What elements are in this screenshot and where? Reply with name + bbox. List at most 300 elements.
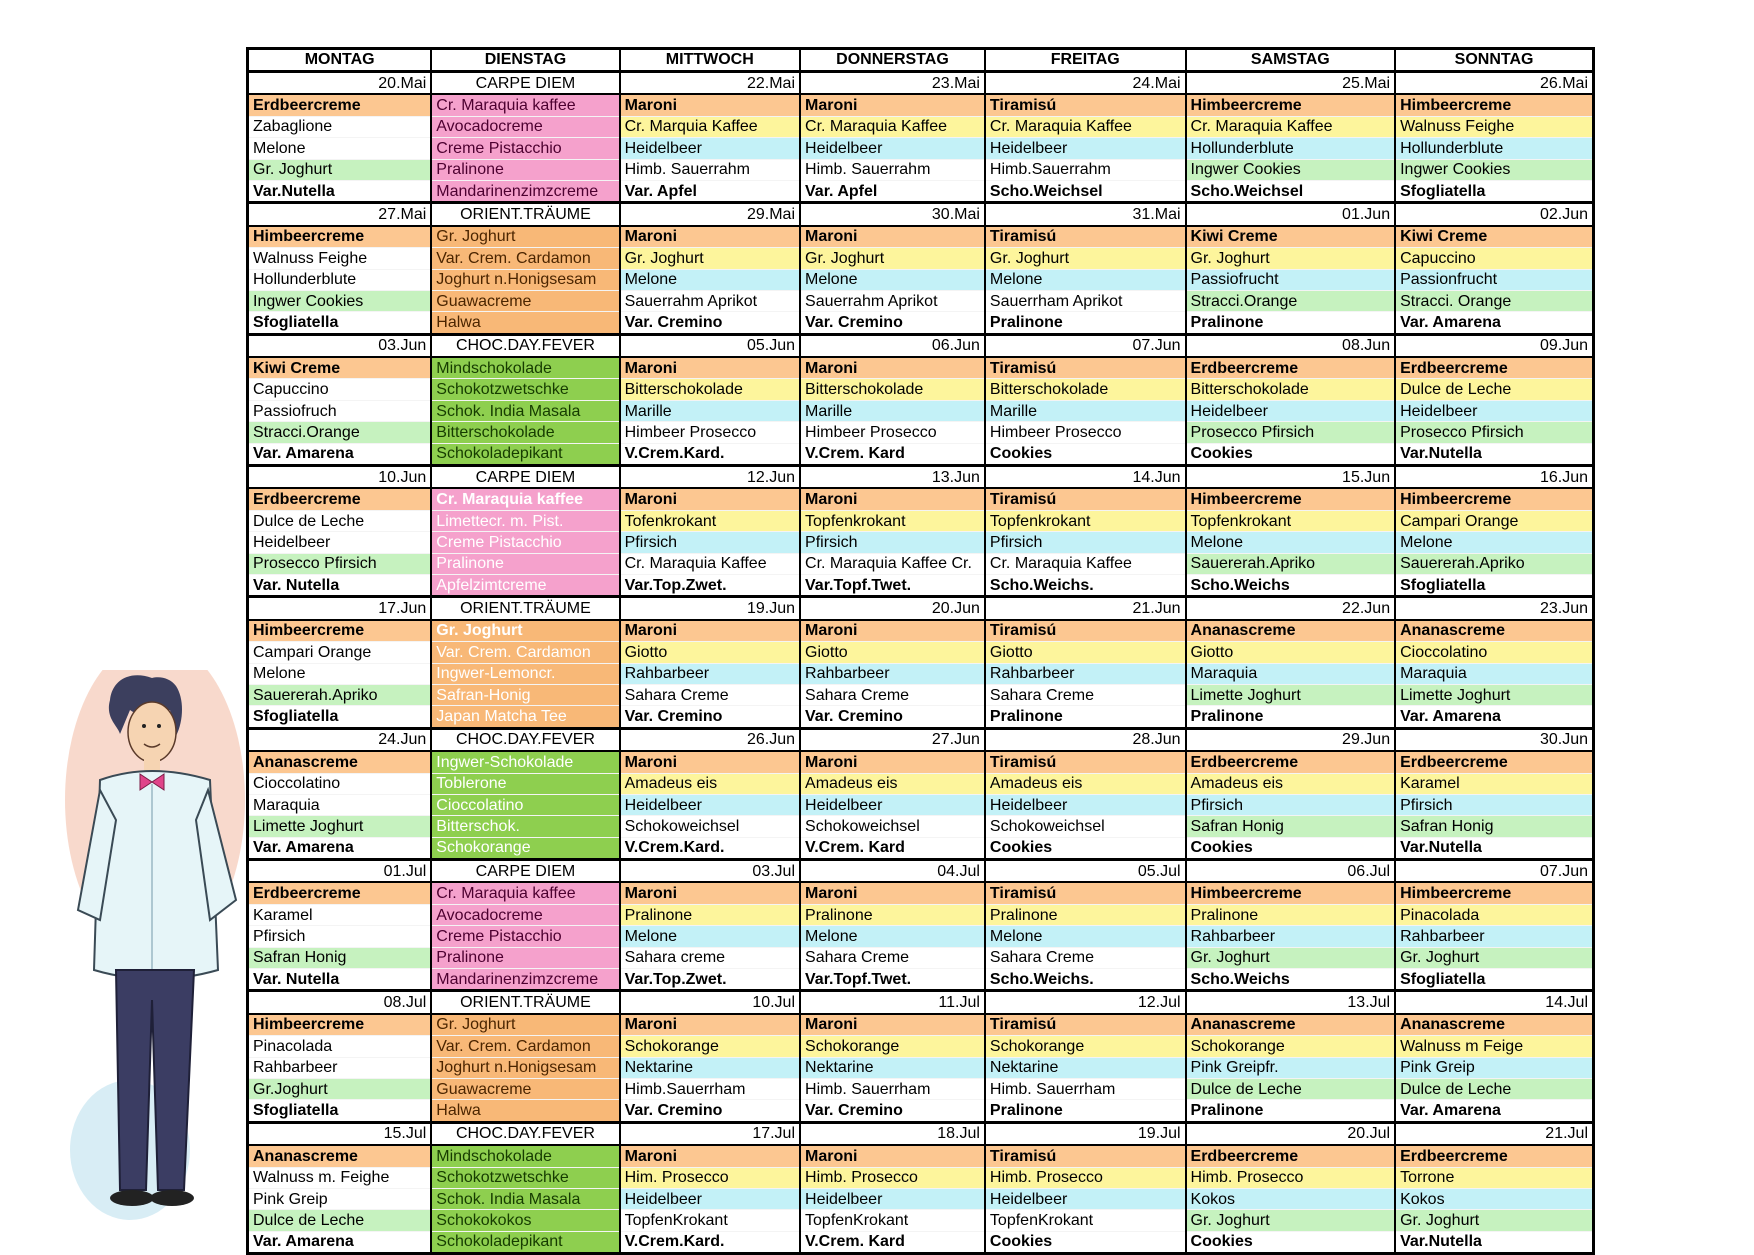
flavor-cell: Gr.Joghurt <box>248 1078 432 1099</box>
flavor-cell: Tiramisú <box>985 226 1186 248</box>
flavor-cell: Tiramisú <box>985 882 1186 904</box>
flavor-cell: Schokokokos <box>431 1210 619 1231</box>
date-label: 03.Jun <box>248 334 432 357</box>
flavor-cell: Dulce de Leche <box>248 510 432 531</box>
flavor-cell: Passionfrucht <box>1395 269 1593 290</box>
flavor-row <box>248 1036 1594 1057</box>
weekday-header: FREITAG <box>985 49 1186 72</box>
flavor-cell: Schokorange <box>1186 1036 1396 1057</box>
flavor-cell: Erdbeercreme <box>1186 1145 1396 1167</box>
flavor-cell: Pfirsich <box>620 532 800 553</box>
flavor-cell: Joghurt n.Honigsesam <box>431 269 619 290</box>
flavor-cell: Sahara Creme <box>800 947 985 968</box>
date-label: 10.Jun <box>248 466 432 489</box>
flavor-cell: Sfogliatella <box>248 312 432 334</box>
flavor-row <box>248 904 1594 925</box>
flavor-cell: Pralinone <box>985 904 1186 925</box>
flavor-cell: Pralinone <box>431 553 619 574</box>
flavor-cell: Apfelzimtcreme <box>431 574 619 596</box>
flavor-cell: Maroni <box>620 1145 800 1167</box>
flavor-cell: Melone <box>248 138 432 159</box>
flavor-cell: Var. Cremino <box>620 706 800 728</box>
flavor-cell: Schokoweichsel <box>620 816 800 837</box>
flavor-cell: Cr. Maraquia kaffee <box>431 882 619 904</box>
flavor-row <box>248 1078 1594 1099</box>
flavor-cell: Cioccolatino <box>248 773 432 794</box>
date-label: 24.Mai <box>985 72 1186 95</box>
flavor-row <box>248 706 1594 728</box>
flavor-row <box>248 1100 1594 1122</box>
flavor-cell: Stracci.Orange <box>248 422 432 443</box>
date-label: 29.Jun <box>1186 728 1396 751</box>
date-label: 27.Jun <box>800 728 985 751</box>
flavor-cell: Erdbeercreme <box>1395 357 1593 379</box>
flavor-cell: Tiramisú <box>985 1014 1186 1036</box>
date-label: 13.Jul <box>1186 991 1396 1014</box>
flavor-cell: Maroni <box>800 882 985 904</box>
flavor-row <box>248 553 1594 574</box>
flavor-cell: Maroni <box>800 620 985 642</box>
flavor-cell: Schokorange <box>620 1036 800 1057</box>
flavor-cell: Amadeus eis <box>1186 773 1396 794</box>
flavor-cell: Himb. Sauerrahm <box>620 159 800 180</box>
flavor-cell: Sfogliatella <box>248 706 432 728</box>
flavor-cell: Heidelbeer <box>248 532 432 553</box>
flavor-row <box>248 269 1594 290</box>
flavor-cell: Topfenkrokant <box>985 510 1186 531</box>
flavor-cell: Maroni <box>800 1014 985 1036</box>
flavor-cell: Var.Nutella <box>1395 1231 1593 1253</box>
flavor-cell: Maroni <box>800 751 985 773</box>
flavor-cell: Var. Cremino <box>620 1100 800 1122</box>
flavor-cell: Heidelbeer <box>620 794 800 815</box>
flavor-cell: Cookies <box>985 443 1186 465</box>
waiter-illustration <box>60 670 250 1240</box>
flavor-cell: Mandarinenzimzcreme <box>431 180 619 202</box>
date-row <box>248 203 1594 226</box>
flavor-cell: Stracci. Orange <box>1395 290 1593 311</box>
flavor-cell: Gr. Joghurt <box>1186 947 1396 968</box>
flavor-row <box>248 443 1594 465</box>
flavor-cell: Kiwi Creme <box>1186 226 1396 248</box>
flavor-cell: Scho.Weichs. <box>985 969 1186 991</box>
flavor-row <box>248 180 1594 202</box>
flavor-cell: Himb. Prosecco <box>1186 1167 1396 1188</box>
date-label: 24.Jun <box>248 728 432 751</box>
flavor-cell: Sauerrahm Aprikot <box>800 290 985 311</box>
flavor-cell: Gr. Joghurt <box>431 620 619 642</box>
flavor-cell: TopfenKrokant <box>985 1210 1186 1231</box>
flavor-row <box>248 1231 1594 1253</box>
flavor-cell: Schokotzwetschke <box>431 379 619 400</box>
flavor-cell: Var. Cremino <box>800 1100 985 1122</box>
flavor-cell: Pfirsich <box>1395 794 1593 815</box>
flavor-cell: Erdbeercreme <box>248 882 432 904</box>
flavor-cell: Himbeercreme <box>1186 882 1396 904</box>
flavor-cell: Bitterschokolade <box>620 379 800 400</box>
flavor-cell: Limettecr. m. Pist. <box>431 510 619 531</box>
flavor-cell: Walnuss Feighe <box>1395 116 1593 137</box>
flavor-cell: Capuccino <box>248 379 432 400</box>
date-label: 16.Jun <box>1395 466 1593 489</box>
flavor-cell: Sauerrahm Aprikot <box>620 290 800 311</box>
flavor-row <box>248 816 1594 837</box>
flavor-cell: Gr. Joghurt <box>620 248 800 269</box>
flavor-row <box>248 1188 1594 1209</box>
weekday-header: DONNERSTAG <box>800 49 985 72</box>
flavor-cell: Rahbarbeer <box>1395 926 1593 947</box>
flavor-cell: Sahara Creme <box>800 684 985 705</box>
flavor-cell: Himbeer Prosecco <box>985 422 1186 443</box>
date-label: 23.Jun <box>1395 597 1593 620</box>
flavor-cell: Maroni <box>800 94 985 116</box>
schedule-body <box>248 72 1594 1254</box>
flavor-cell: Maroni <box>620 1014 800 1036</box>
flavor-row <box>248 532 1594 553</box>
flavor-cell: Sahara Creme <box>620 684 800 705</box>
flavor-cell: Rahbarbeer <box>985 663 1186 684</box>
flavor-row <box>248 751 1594 773</box>
flavor-row <box>248 969 1594 991</box>
flavor-row <box>248 159 1594 180</box>
flavor-cell: Pink Greipfr. <box>1186 1057 1396 1078</box>
date-label: 04.Jul <box>800 860 985 883</box>
flavor-cell: Erdbeercreme <box>248 488 432 510</box>
flavor-cell: V.Crem.Kard. <box>620 443 800 465</box>
flavor-cell: Var.Nutella <box>1395 443 1593 465</box>
date-label: 20.Mai <box>248 72 432 95</box>
flavor-row <box>248 574 1594 596</box>
date-row <box>248 991 1594 1014</box>
flavor-row <box>248 226 1594 248</box>
flavor-cell: Cr. Maraquia kaffee <box>431 94 619 116</box>
date-label: 12.Jul <box>985 991 1186 1014</box>
flavor-cell: Heidelbeer <box>985 1188 1186 1209</box>
flavor-row <box>248 1167 1594 1188</box>
flavor-cell: Melone <box>985 926 1186 947</box>
date-label: 23.Mai <box>800 72 985 95</box>
flavor-cell: Scho.Weichsel <box>1186 180 1396 202</box>
flavor-cell: Limette Joghurt <box>1186 684 1396 705</box>
date-label: 17.Jun <box>248 597 432 620</box>
flavor-cell: Pralinone <box>985 706 1186 728</box>
flavor-row <box>248 1014 1594 1036</box>
flavor-cell: Melone <box>620 926 800 947</box>
flavor-cell: Schokoweichsel <box>985 816 1186 837</box>
flavor-cell: Himbeercreme <box>1186 94 1396 116</box>
date-label: 14.Jun <box>985 466 1186 489</box>
flavor-cell: Schokoladepikant <box>431 1231 619 1253</box>
flavor-cell: Limette Joghurt <box>248 816 432 837</box>
flavor-cell: Dulce de Leche <box>248 1210 432 1231</box>
flavor-row <box>248 620 1594 642</box>
flavor-cell: Sfogliatella <box>1395 180 1593 202</box>
flavor-cell: Var.Topf.Twet. <box>800 574 985 596</box>
flavor-cell: Halwa <box>431 1100 619 1122</box>
flavor-cell: Himb. Sauerrham <box>800 1078 985 1099</box>
date-row <box>248 72 1594 95</box>
weekday-header: SAMSTAG <box>1186 49 1396 72</box>
flavor-row <box>248 290 1594 311</box>
flavor-cell: Ananascreme <box>248 1145 432 1167</box>
flavor-cell: Scho.Weichs <box>1186 574 1396 596</box>
flavor-cell: Schok. India Masala <box>431 1188 619 1209</box>
flavor-cell: Sahara Creme <box>985 684 1186 705</box>
flavor-cell: Var. Amarena <box>1395 1100 1593 1122</box>
flavor-cell: Himbeercreme <box>1395 488 1593 510</box>
flavor-cell: Maroni <box>620 620 800 642</box>
flavor-cell: Ingwer Cookies <box>1186 159 1396 180</box>
flavor-cell: Himb. Sauerrham <box>985 1078 1186 1099</box>
flavor-cell: Var.Top.Zwet. <box>620 574 800 596</box>
flavor-cell: Schokorange <box>985 1036 1186 1057</box>
flavor-cell: Maroni <box>620 488 800 510</box>
flavor-cell: Gr. Joghurt <box>1395 947 1593 968</box>
flavor-cell: Walnuss m. Feighe <box>248 1167 432 1188</box>
flavor-cell: Hollunderblute <box>248 269 432 290</box>
flavor-cell: Sauererah.Apriko <box>248 684 432 705</box>
flavor-cell: Cookies <box>1186 1231 1396 1253</box>
flavor-cell: Heidelbeer <box>800 1188 985 1209</box>
flavor-cell: Halwa <box>431 312 619 334</box>
flavor-cell: Creme Pistacchio <box>431 532 619 553</box>
theme-label: ORIENT.TRÄUME <box>431 203 619 226</box>
flavor-row <box>248 488 1594 510</box>
flavor-cell: Erdbeercreme <box>1186 357 1396 379</box>
date-row <box>248 1122 1594 1145</box>
flavor-cell: Cioccolatino <box>1395 642 1593 663</box>
date-label: 08.Jun <box>1186 334 1396 357</box>
flavor-cell: Mindschokolade <box>431 1145 619 1167</box>
flavor-cell: Nektarine <box>800 1057 985 1078</box>
date-label: 27.Mai <box>248 203 432 226</box>
flavor-row <box>248 1210 1594 1231</box>
flavor-cell: Nektarine <box>985 1057 1186 1078</box>
flavor-cell: Cr. Maraquia Kaffee <box>985 553 1186 574</box>
flavor-row <box>248 926 1594 947</box>
flavor-cell: Himbeercreme <box>1395 882 1593 904</box>
date-label: 11.Jul <box>800 991 985 1014</box>
flavor-cell: Var. Nutella <box>248 574 432 596</box>
flavor-row <box>248 312 1594 334</box>
flavor-cell: Mindschokolade <box>431 357 619 379</box>
flavor-cell: Japan Matcha Tee <box>431 706 619 728</box>
flavor-cell: Schokorange <box>800 1036 985 1057</box>
flavor-cell: Var. Apfel <box>620 180 800 202</box>
date-label: 25.Mai <box>1186 72 1396 95</box>
flavor-cell: Guawacreme <box>431 1078 619 1099</box>
date-label: 13.Jun <box>800 466 985 489</box>
flavor-cell: Maroni <box>620 226 800 248</box>
flavor-cell: Gr. Joghurt <box>1395 1210 1593 1231</box>
flavor-cell: Gr. Joghurt <box>985 248 1186 269</box>
flavor-row <box>248 379 1594 400</box>
flavor-cell: V.Crem. Kard <box>800 443 985 465</box>
date-row <box>248 597 1594 620</box>
flavor-cell: Pralinone <box>431 159 619 180</box>
flavor-cell: Giotto <box>1186 642 1396 663</box>
flavor-cell: Cr. Maraquia Kaffee Cr. <box>800 553 985 574</box>
flavor-cell: Ingwer-Lemoncr. <box>431 663 619 684</box>
flavor-cell: Sahara Creme <box>985 947 1186 968</box>
flavor-row <box>248 510 1594 531</box>
date-label: 26.Mai <box>1395 72 1593 95</box>
flavor-cell: Himbeercreme <box>248 620 432 642</box>
flavor-cell: Guawacreme <box>431 290 619 311</box>
flavor-cell: Sauererah.Apriko <box>1395 553 1593 574</box>
flavor-cell: Erdbeercreme <box>248 94 432 116</box>
weekday-header: DIENSTAG <box>431 49 619 72</box>
flavor-cell: Var. Amarena <box>1395 706 1593 728</box>
date-label: 01.Jun <box>1186 203 1396 226</box>
flavor-cell: Prosecco Pfirsich <box>1186 422 1396 443</box>
date-row <box>248 860 1594 883</box>
date-label: 20.Jul <box>1186 1122 1396 1145</box>
date-label: 08.Jul <box>248 991 432 1014</box>
flavor-cell: Himbeercreme <box>1186 488 1396 510</box>
flavor-cell: Var.Topf.Twet. <box>800 969 985 991</box>
flavor-cell: Pinacolada <box>1395 904 1593 925</box>
theme-label: ORIENT.TRÄUME <box>431 991 619 1014</box>
flavor-cell: Erdbeercreme <box>1395 751 1593 773</box>
flavor-cell: Bitterschokolade <box>431 422 619 443</box>
flavor-cell: Ingwer-Schokolade <box>431 751 619 773</box>
flavor-cell: Toblerone <box>431 773 619 794</box>
flavor-cell: Karamel <box>248 904 432 925</box>
flavor-cell: Tiramisú <box>985 94 1186 116</box>
flavor-cell: Bitterschokolade <box>1186 379 1396 400</box>
flavor-cell: Cookies <box>985 837 1186 859</box>
flavor-cell: Gr. Joghurt <box>431 226 619 248</box>
flavor-cell: Heidelbeer <box>800 138 985 159</box>
flavor-cell: Heidelbeer <box>1186 400 1396 421</box>
flavor-cell: V.Crem.Kard. <box>620 1231 800 1253</box>
flavor-cell: Cookies <box>1186 837 1396 859</box>
flavor-row <box>248 400 1594 421</box>
flavor-cell: Tiramisú <box>985 357 1186 379</box>
flavor-cell: Melone <box>248 663 432 684</box>
flavor-cell: Kiwi Creme <box>1395 226 1593 248</box>
flavor-row <box>248 642 1594 663</box>
flavor-cell: V.Crem. Kard <box>800 1231 985 1253</box>
flavor-cell: Heidelbeer <box>985 794 1186 815</box>
flavor-cell: Bitterschokolade <box>985 379 1186 400</box>
flavor-cell: Var. Cremino <box>620 312 800 334</box>
flavor-cell: Melone <box>800 926 985 947</box>
flavor-cell: Pink Greip <box>248 1188 432 1209</box>
flavor-cell: Avocadocreme <box>431 904 619 925</box>
flavor-row <box>248 138 1594 159</box>
flavor-cell: Gr. Joghurt <box>248 159 432 180</box>
flavor-cell: Maroni <box>620 357 800 379</box>
flavor-cell: Marille <box>620 400 800 421</box>
flavor-cell: Pralinone <box>1186 904 1396 925</box>
flavor-cell: Var.Nutella <box>248 180 432 202</box>
flavor-cell: Cr. Maraquia Kaffee <box>1186 116 1396 137</box>
date-row <box>248 334 1594 357</box>
flavor-cell: Heidelbeer <box>985 138 1186 159</box>
flavor-cell: Torrone <box>1395 1167 1593 1188</box>
flavor-cell: Schokoweichsel <box>800 816 985 837</box>
date-label: 28.Jun <box>985 728 1186 751</box>
flavor-cell: Himbeercreme <box>1395 94 1593 116</box>
flavor-cell: Tiramisú <box>985 1145 1186 1167</box>
flavor-cell: Maroni <box>800 1145 985 1167</box>
date-label: 05.Jun <box>620 334 800 357</box>
flavor-cell: Schokorange <box>431 837 619 859</box>
date-label: 19.Jul <box>985 1122 1186 1145</box>
flavor-cell: Tiramisú <box>985 751 1186 773</box>
date-label: 20.Jun <box>800 597 985 620</box>
flavor-cell: Topfenkrokant <box>1186 510 1396 531</box>
flavor-cell: Him. Prosecco <box>620 1167 800 1188</box>
flavor-cell: Var. Crem. Cardamon <box>431 248 619 269</box>
flavor-cell: Passiofrucht <box>1186 269 1396 290</box>
flavor-cell: Ananascreme <box>1395 620 1593 642</box>
flavor-cell: Ananascreme <box>1186 1014 1396 1036</box>
flavor-cell: Walnuss m Feige <box>1395 1036 1593 1057</box>
date-label: 07.Jun <box>1395 860 1593 883</box>
theme-label: CARPE DIEM <box>431 860 619 883</box>
flavor-cell: Kokos <box>1395 1188 1593 1209</box>
theme-label: CHOC.DAY.FEVER <box>431 334 619 357</box>
date-label: 30.Mai <box>800 203 985 226</box>
flavor-cell: Var. Crem. Cardamon <box>431 1036 619 1057</box>
flavor-cell: Himb. Sauerrahm <box>800 159 985 180</box>
date-label: 17.Jul <box>620 1122 800 1145</box>
flavor-cell: TopfenKrokant <box>620 1210 800 1231</box>
flavor-cell: Melone <box>1395 532 1593 553</box>
flavor-cell: Himb. Prosecco <box>800 1167 985 1188</box>
flavor-cell: Himbeer Prosecco <box>800 422 985 443</box>
flavor-cell: Amadeus eis <box>800 773 985 794</box>
flavor-cell: Melone <box>620 269 800 290</box>
flavor-cell: Amadeus eis <box>620 773 800 794</box>
flavor-cell: Var. Amarena <box>248 837 432 859</box>
flavor-cell: Dulce de Leche <box>1395 1078 1593 1099</box>
date-label: 03.Jul <box>620 860 800 883</box>
flavor-cell: Marille <box>800 400 985 421</box>
theme-label: CHOC.DAY.FEVER <box>431 1122 619 1145</box>
flavor-cell: Creme Pistacchio <box>431 926 619 947</box>
flavor-row <box>248 663 1594 684</box>
flavor-cell: Passiofruch <box>248 400 432 421</box>
flavor-cell: Pralinone <box>1186 706 1396 728</box>
weekday-header: MONTAG <box>248 49 432 72</box>
flavor-cell: Erdbeercreme <box>1395 1145 1593 1167</box>
date-label: 15.Jul <box>248 1122 432 1145</box>
flavor-cell: Ingwer Cookies <box>1395 159 1593 180</box>
flavor-cell: Giotto <box>985 642 1186 663</box>
flavor-cell: Walnuss Feighe <box>248 248 432 269</box>
flavor-cell: Cioccolatino <box>431 794 619 815</box>
flavor-cell: Safran Honig <box>1395 816 1593 837</box>
flavor-cell: Cr. Maraquia kaffee <box>431 488 619 510</box>
flavor-cell: Cr. Marquia Kaffee <box>620 116 800 137</box>
date-label: 26.Jun <box>620 728 800 751</box>
flavor-cell: Cr. Maraquia Kaffee <box>985 116 1186 137</box>
flavor-cell: Pralinone <box>985 1100 1186 1122</box>
flavor-cell: TopfenKrokant <box>800 1210 985 1231</box>
flavor-row <box>248 794 1594 815</box>
flavor-cell: Var.Top.Zwet. <box>620 969 800 991</box>
date-label: 12.Jun <box>620 466 800 489</box>
flavor-cell: Melone <box>985 269 1186 290</box>
flavor-cell: Gr. Joghurt <box>800 248 985 269</box>
flavor-cell: Tofenkrokant <box>620 510 800 531</box>
date-label: 22.Jun <box>1186 597 1396 620</box>
flavor-cell: Var. Crem. Cardamon <box>431 642 619 663</box>
